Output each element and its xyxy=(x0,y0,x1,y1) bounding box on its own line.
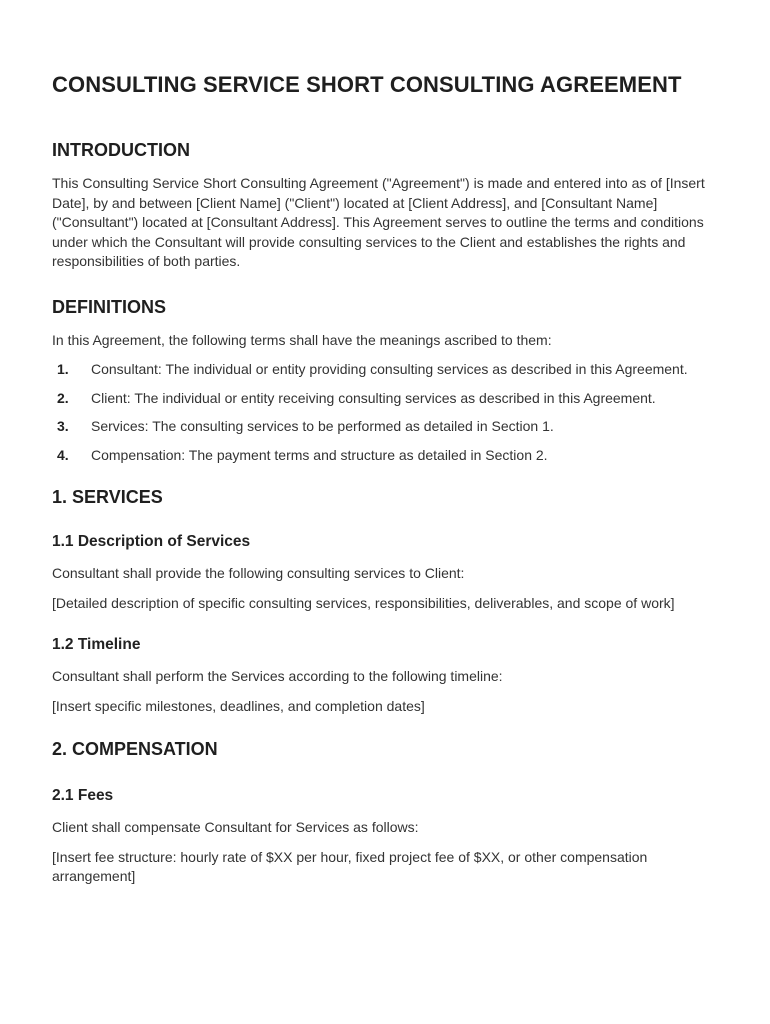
definitions-heading: DEFINITIONS xyxy=(52,296,167,317)
fees-heading: 2.1 Fees xyxy=(52,787,114,804)
definition-number: 2. xyxy=(57,389,69,406)
definition-text: Consultant: The individual or entity providing consulting services as described in this Agreement. xyxy=(91,361,688,377)
definition-text: Client: The individual or entity receiving consulting services as described in this Agreement. xyxy=(91,389,656,406)
definition-number: 3. xyxy=(57,418,69,434)
timeline-paragraph: Consultant shall perform the Services according to the following timeline: xyxy=(52,668,503,684)
definition-item xyxy=(52,389,720,409)
definition-text: Compensation: The payment terms and structure as detailed in Section 2. xyxy=(91,446,548,463)
services-heading: 1. SERVICES xyxy=(52,487,163,507)
document-title: CONSULTING SERVICE SHORT CONSULTING AGREEMENT xyxy=(52,72,682,97)
definition-number: 1. xyxy=(57,361,69,377)
definition-number: 4. xyxy=(57,446,69,463)
fees-paragraph: Client shall compensate Consultant for Services as follows: xyxy=(52,819,419,835)
definitions-lead: In this Agreement, the following terms shall have the meanings ascribed to them: xyxy=(52,331,552,348)
introduction-paragraph: This Consulting Service Short Consulting Agreement ("Agreement") is made and entered into as of [Insert Date], by and between [Client Name] ("Client") located at [Client Address], and [Consultant Name] ("Consultant") located at [Consultant Address]. This Agreement serves to outline the terms and conditions under which the Consultant will provide consulting services to the Client and establishes the rights and responsibilities of both parties. xyxy=(52,175,705,269)
fees-placeholder: [Insert fee structure: hourly rate of $XX per hour, fixed project fee of $XX, or other compensation arrangement] xyxy=(52,848,648,884)
document-page xyxy=(52,68,720,887)
definition-item xyxy=(52,446,720,466)
description-of-services-heading: 1.1 Description of Services xyxy=(52,533,251,550)
timeline-placeholder: [Insert specific milestones, deadlines, and completion dates] xyxy=(52,697,425,714)
compensation-heading: 2. COMPENSATION xyxy=(52,739,218,759)
definition-item xyxy=(52,417,720,437)
definition-text: Services: The consulting services to be performed as detailed in Section 1. xyxy=(91,418,554,434)
definition-item xyxy=(52,360,720,380)
description-of-services-placeholder: [Detailed description of specific consulting services, responsibilities, deliverables, and scope of work] xyxy=(52,594,675,611)
introduction-heading: INTRODUCTION xyxy=(52,140,190,160)
description-of-services-paragraph: Consultant shall provide the following consulting services to Client: xyxy=(52,565,465,581)
timeline-heading: 1.2 Timeline xyxy=(52,636,141,653)
definitions-list xyxy=(52,360,720,465)
